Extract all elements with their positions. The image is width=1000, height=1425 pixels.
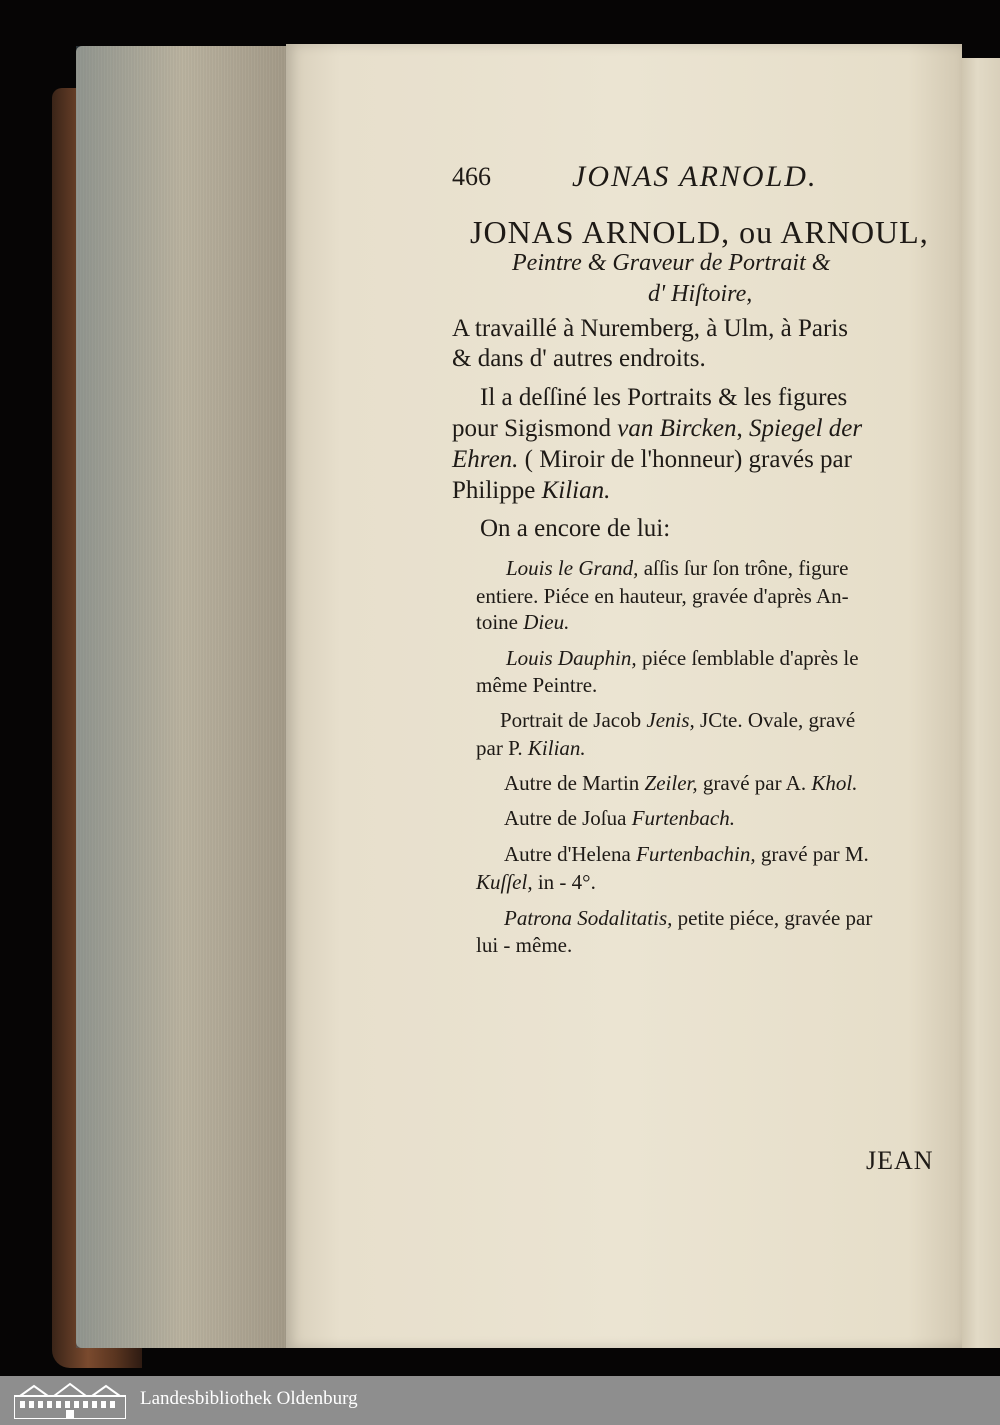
paragraph-3: On a encore de lui: <box>480 515 671 542</box>
entry-6-line-1: Autre d'Helena Furtenbachin, gravé par M. <box>504 842 869 866</box>
catchword: JEAN <box>866 1146 934 1175</box>
footer-bar <box>0 1376 1000 1425</box>
entry-1-line-3: toine Dieu. <box>476 610 570 634</box>
entry-7-line-2: lui - même. <box>476 933 573 957</box>
entry-6-line-2: Kuſſel, in - 4°. <box>476 870 596 894</box>
paragraph-1-line-1: A travaillé à Nuremberg, à Ulm, à Paris <box>452 315 848 342</box>
entry-3-line-2: par P. Kilian. <box>476 736 586 760</box>
entry-subheading-line1: Peintre & Graveur de Portrait & <box>512 250 831 276</box>
entry-7-line-1: Patrona Sodalitatis, petite piéce, gravée par <box>504 906 873 930</box>
entry-1-line-1: Louis le Grand, aſſis ſur ſon trône, figure <box>506 556 849 580</box>
paragraph-1-line-2: & dans d' autres endroits. <box>452 345 706 372</box>
running-head: JONAS ARNOLD. <box>572 160 818 193</box>
library-name: Landesbibliothek Oldenburg <box>140 1388 358 1409</box>
paragraph-2-line-1: Il a deſſiné les Portraits & les figures <box>480 384 848 411</box>
entry-3-line-1: Portrait de Jacob Jenis, JCte. Ovale, gravé <box>500 708 856 732</box>
paragraph-2-line-3: Ehren. ( Miroir de l'honneur) gravés par <box>452 446 852 473</box>
facing-page-edge <box>962 58 1000 1348</box>
entry-2-line-1: Louis Dauphin, piéce ſemblable d'après le <box>506 646 859 670</box>
library-building-icon <box>14 1382 126 1419</box>
entry-4: Autre de Martin Zeiler, gravé par A. Khol. <box>504 771 858 795</box>
entry-subheading-line2: d' Hiſtoire, <box>648 281 753 307</box>
entry-2-line-2: même Peintre. <box>476 673 598 697</box>
paragraph-2-line-4: Philippe Kilian. <box>452 477 611 504</box>
page-block-edges <box>76 46 288 1348</box>
page-number: 466 <box>452 162 491 191</box>
entry-heading: JONAS ARNOLD, ou ARNOUL, <box>470 214 929 250</box>
entry-5: Autre de Joſua Furtenbach. <box>504 806 735 830</box>
entry-1-line-2: entiere. Piéce en hauteur, gravée d'après An- <box>476 584 849 608</box>
paragraph-2-line-2: pour Sigismond van Bircken, Spiegel der <box>452 415 863 442</box>
